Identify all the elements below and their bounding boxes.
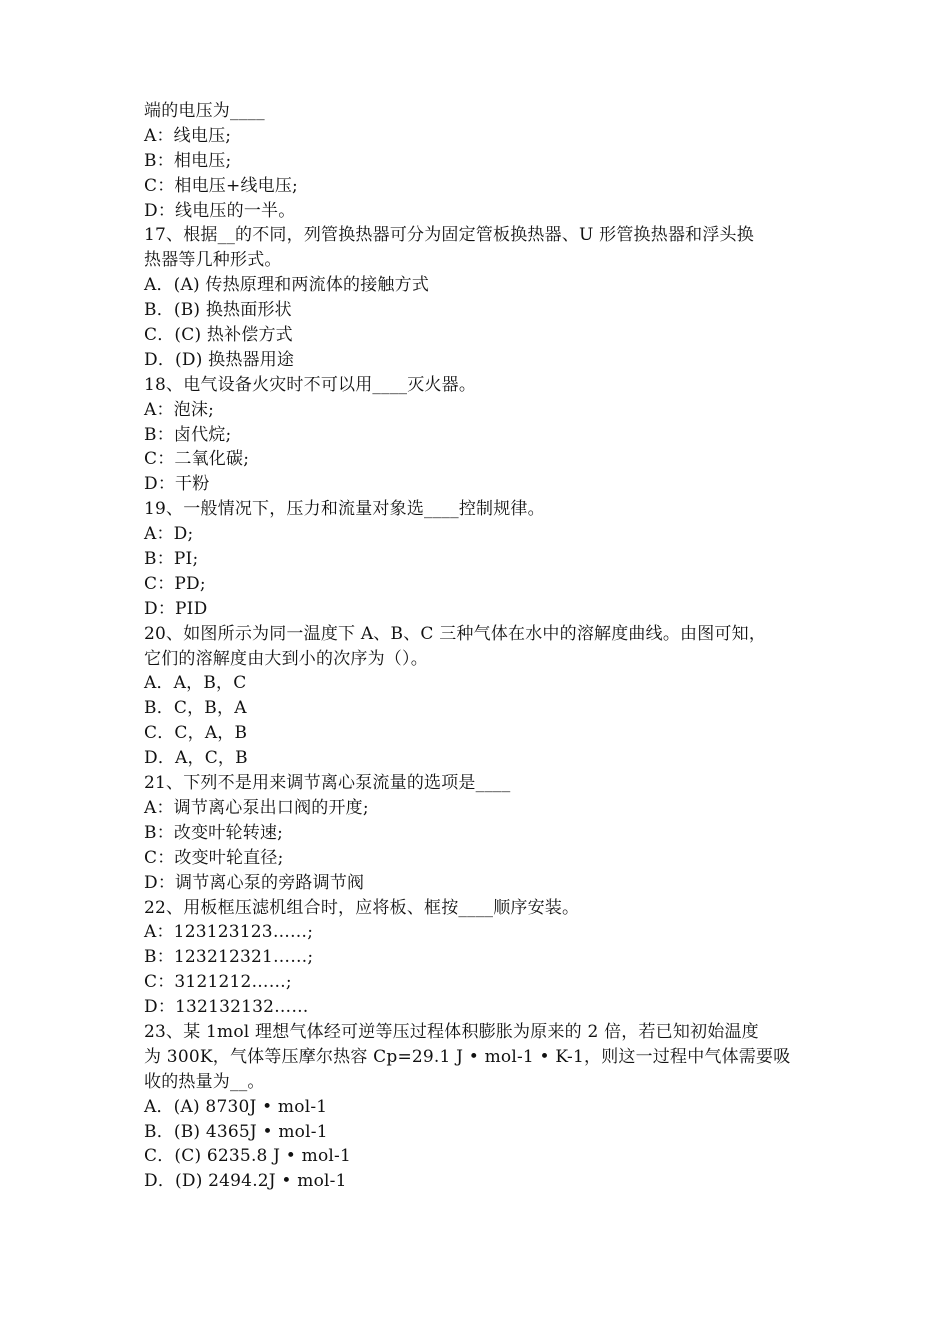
option-line: A：D; bbox=[144, 524, 194, 545]
option-line: C．(C) 热补偿方式 bbox=[144, 325, 293, 346]
option-line: C．C，A，B bbox=[144, 723, 248, 744]
option-line: C：二氧化碳; bbox=[144, 449, 250, 470]
option-line: B：卤代烷; bbox=[144, 424, 232, 445]
question-23: 23、某 1mol 理想气体经可逆等压过程体积膨胀为原来的 2 倍，若已知初始温度 bbox=[144, 1021, 759, 1042]
option-line: D．(D) 2494.2J • mol-1 bbox=[144, 1171, 347, 1192]
option-line: B．(B) 4365J • mol-1 bbox=[144, 1121, 328, 1142]
option-line: C．(C) 6235.8 J • mol-1 bbox=[144, 1146, 351, 1167]
option-line: A：123123123……; bbox=[144, 922, 314, 943]
question-18: 18、电气设备火灾时不可以用____灭火器。 bbox=[144, 374, 477, 395]
option-line: C：改变叶轮直径; bbox=[144, 847, 284, 868]
option-line: C：3121212……; bbox=[144, 972, 292, 993]
page-content bbox=[144, 99, 814, 1194]
option-line: B：改变叶轮转速; bbox=[144, 822, 284, 843]
option-line: B：123212321……; bbox=[144, 947, 314, 968]
option-line: C：相电压+线电压; bbox=[144, 175, 298, 196]
question-22: 22、用板框压滤机组合时，应将板、框按____顺序安装。 bbox=[144, 897, 580, 918]
option-line: B：PI; bbox=[144, 549, 199, 570]
option-line: D．A，C，B bbox=[144, 748, 248, 769]
option-line: B．(B) 换热面形状 bbox=[144, 300, 292, 321]
option-line: D．(D) 换热器用途 bbox=[144, 349, 295, 370]
option-line: A：线电压; bbox=[144, 125, 232, 146]
option-line: A．A，B，C bbox=[144, 673, 247, 694]
option-line: D：PID bbox=[144, 598, 208, 619]
option-line: A．(A) 8730J • mol-1 bbox=[144, 1096, 328, 1117]
option-line: C：PD; bbox=[144, 573, 206, 594]
option-line: D：132132132…… bbox=[144, 997, 309, 1018]
option-line: A：泡沫; bbox=[144, 399, 215, 420]
question-23-continued: 为 300K，气体等压摩尔热容 Cp=29.1 J • mol-1 • K-1，则这一过程中气体需要吸 bbox=[144, 1046, 791, 1067]
question-17: 17、根据__的不同，列管换热器可分为固定管板换热器、U 形管换热器和浮头换 bbox=[144, 225, 754, 246]
option-line: B：相电压; bbox=[144, 150, 232, 171]
question-21: 21、下列不是用来调节离心泵流量的选项是____ bbox=[144, 773, 511, 794]
question-17-continued: 热器等几种形式。 bbox=[144, 250, 282, 271]
text-line: 端的电压为____ bbox=[144, 101, 265, 121]
option-line: D：调节离心泵的旁路调节阀 bbox=[144, 872, 365, 893]
option-line: A．(A) 传热原理和两流体的接触方式 bbox=[144, 275, 430, 296]
question-23-continued: 收的热量为__。 bbox=[144, 1071, 265, 1092]
option-line: B．C，B，A bbox=[144, 698, 247, 719]
question-20: 20、如图所示为同一温度下 A、B、C 三种气体在水中的溶解度曲线。由图可知， bbox=[144, 623, 767, 644]
question-19: 19、一般情况下，压力和流量对象选____控制规律。 bbox=[144, 499, 545, 520]
option-line: A：调节离心泵出口阀的开度; bbox=[144, 797, 369, 818]
option-line: D：干粉 bbox=[144, 474, 210, 495]
option-line: D：线电压的一半。 bbox=[144, 200, 296, 221]
question-20-continued: 它们的溶解度由大到小的次序为（）。 bbox=[144, 648, 428, 669]
